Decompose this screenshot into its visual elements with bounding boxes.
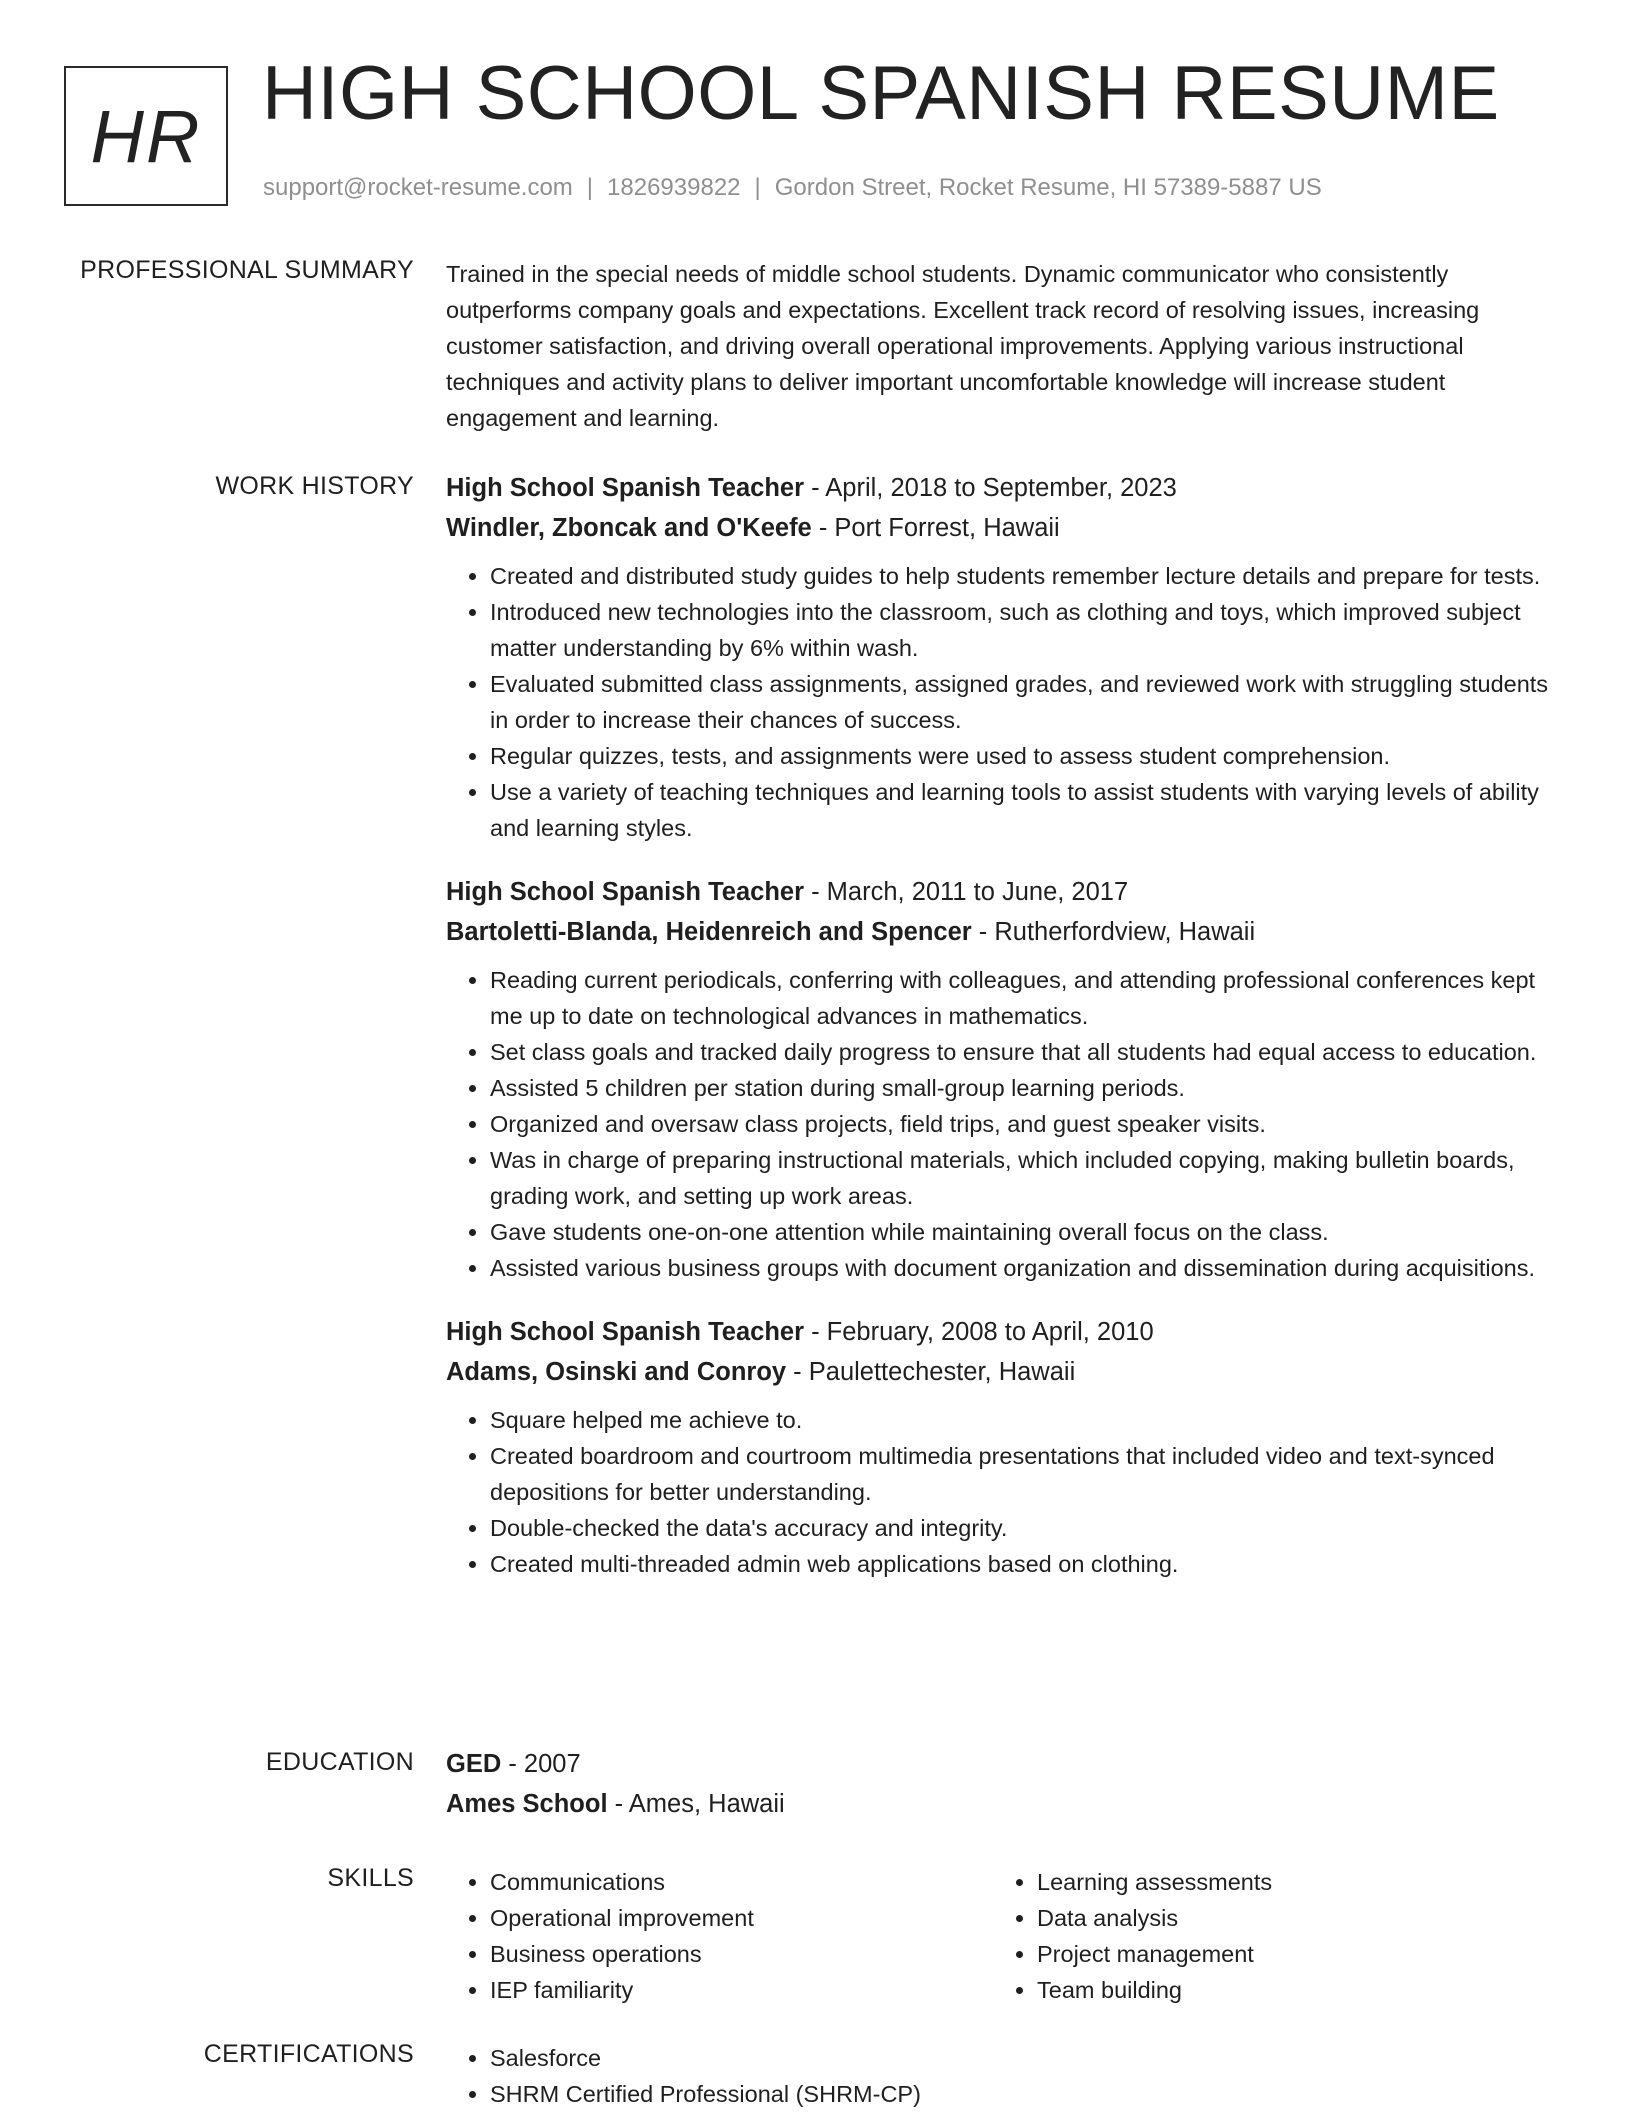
job-location: - Port Forrest, Hawaii — [811, 514, 1060, 542]
contact-separator: | — [586, 174, 594, 201]
job-title: High School Spanish Teacher — [446, 878, 805, 906]
skill-item: • Operational improvement — [490, 1900, 993, 1936]
job-bullet: • Created and distributed study guides to help students remember lecture details and prepare for tests. — [490, 558, 1564, 594]
monogram-box — [64, 66, 228, 206]
job-bullets — [446, 1402, 1564, 1582]
job-bullet: • Was in charge of preparing instructional materials, which included copying, making bulletin boards, grading work, and setting up work areas. — [490, 1142, 1564, 1214]
job-bullet: • Use a variety of teaching techniques and learning tools to assist students with varying levels of ability and learning styles. — [490, 774, 1564, 846]
certification-item: • SHRM Certified Professional (SHRM-CP) — [490, 2076, 1564, 2112]
job-title: High School Spanish Teacher — [446, 474, 805, 502]
job-dates: - February, 2008 to April, 2010 — [804, 1318, 1154, 1346]
skill-item: • Project management — [1037, 1936, 1537, 1972]
contact-phone[interactable]: 1826939822 — [607, 174, 741, 201]
section-heading-certifications: CERTIFICATIONS — [203, 2040, 414, 2068]
contact-line — [263, 174, 1322, 202]
education-degree-line — [446, 1744, 1564, 1784]
contact-address: Gordon Street, Rocket Resume, HI 57389-5887 US — [774, 174, 1322, 201]
work-history-body — [446, 468, 1564, 1582]
job-title-line — [446, 468, 1564, 508]
certification-item: • Salesforce — [490, 2040, 1564, 2076]
job-bullet: • Created boardroom and courtroom multimedia presentations that included video and text-synced depositions for better understanding. — [490, 1438, 1564, 1510]
education-body — [446, 1744, 1564, 1824]
job-bullet: • Square helped me achieve to. — [490, 1402, 1564, 1438]
job-title-line — [446, 1312, 1564, 1352]
job-location: - Rutherfordview, Hawaii — [971, 918, 1256, 946]
section-heading-education: EDUCATION — [265, 1748, 414, 1776]
skills-list-right — [993, 1864, 1537, 2008]
job-company-line — [446, 1352, 1564, 1392]
skill-item: • Business operations — [490, 1936, 993, 1972]
certifications-list — [446, 2040, 1564, 2112]
job-entry — [446, 872, 1564, 1286]
certifications-body — [446, 2040, 1564, 2112]
job-dates: - April, 2018 to September, 2023 — [804, 474, 1177, 502]
job-title-line — [446, 872, 1564, 912]
job-company-line — [446, 508, 1564, 548]
summary-body — [446, 256, 1564, 436]
skills-list-left — [446, 1864, 993, 2008]
job-bullet: • Gave students one-on-one attention while maintaining overall focus on the class. — [490, 1214, 1564, 1250]
section-heading-skills: SKILLS — [327, 1864, 414, 1892]
job-bullet: • Created multi-threaded admin web applications based on clothing. — [490, 1546, 1564, 1582]
job-bullet: • Double-checked the data's accuracy and integrity. — [490, 1510, 1564, 1546]
job-company-line — [446, 912, 1564, 952]
job-company: Windler, Zboncak and O'Keefe — [446, 514, 812, 542]
job-bullet: • Evaluated submitted class assignments, assigned grades, and reviewed work with struggling students in order to increase their chances of success. — [490, 666, 1564, 738]
education-school: Ames School — [446, 1790, 608, 1818]
education-degree: GED — [446, 1750, 502, 1778]
job-entry — [446, 1312, 1564, 1582]
job-bullet: • Reading current periodicals, conferring with colleagues, and attending professional conferences kept me up to date on technological advances in mathematics. — [490, 962, 1564, 1034]
job-company: Adams, Osinski and Conroy — [446, 1358, 787, 1386]
skills-body — [446, 1864, 1564, 2008]
resume-title: HIGH SCHOOL SPANISH RESUME — [262, 51, 1500, 136]
skill-item: • Data analysis — [1037, 1900, 1537, 1936]
skill-item: • Team building — [1037, 1972, 1537, 2008]
job-dates: - March, 2011 to June, 2017 — [804, 878, 1129, 906]
education-location: - Ames, Hawaii — [607, 1790, 785, 1818]
section-heading-summary: PROFESSIONAL SUMMARY — [80, 256, 414, 284]
skill-item: • Learning assessments — [1037, 1864, 1537, 1900]
skill-item: • IEP familiarity — [490, 1972, 993, 2008]
job-bullet: • Introduced new technologies into the classroom, such as clothing and toys, which improved subject matter understanding by 6% within wash. — [490, 594, 1564, 666]
job-location: - Paulettechester, Hawaii — [786, 1358, 1076, 1386]
skills-columns — [446, 1864, 1564, 2008]
job-bullet: • Regular quizzes, tests, and assignments were used to assess student comprehension. — [490, 738, 1564, 774]
job-bullets — [446, 962, 1564, 1286]
job-company: Bartoletti-Blanda, Heidenreich and Spencer — [446, 918, 972, 946]
contact-separator: | — [754, 174, 761, 201]
education-school-line — [446, 1784, 1564, 1824]
job-bullet: • Assisted various business groups with document organization and dissemination during acquisitions. — [490, 1250, 1564, 1286]
summary-text: Trained in the special needs of middle school students. Dynamic communicator who consistently outperforms company goals and expectations. Excellent track record of resolving issues, increasing customer satisfaction, and driving overall operational improvements. Applying various instructional techniques and activity plans to deliver important uncomfortable knowledge will increase student engagement and learning. — [446, 261, 1480, 431]
skill-item: • Communications — [490, 1864, 993, 1900]
monogram-initials: HR — [90, 94, 202, 178]
job-bullet: • Assisted 5 children per station during small-group learning periods. — [490, 1070, 1564, 1106]
contact-email[interactable]: support@rocket-resume.com — [263, 174, 573, 201]
job-bullets — [446, 558, 1564, 846]
job-title: High School Spanish Teacher — [446, 1318, 805, 1346]
education-year: - 2007 — [501, 1750, 581, 1778]
job-bullet: • Set class goals and tracked daily progress to ensure that all students had equal access to education. — [490, 1034, 1564, 1070]
job-bullet: • Organized and oversaw class projects, field trips, and guest speaker visits. — [490, 1106, 1564, 1142]
job-entry — [446, 468, 1564, 846]
section-heading-work-history: WORK HISTORY — [215, 472, 414, 500]
